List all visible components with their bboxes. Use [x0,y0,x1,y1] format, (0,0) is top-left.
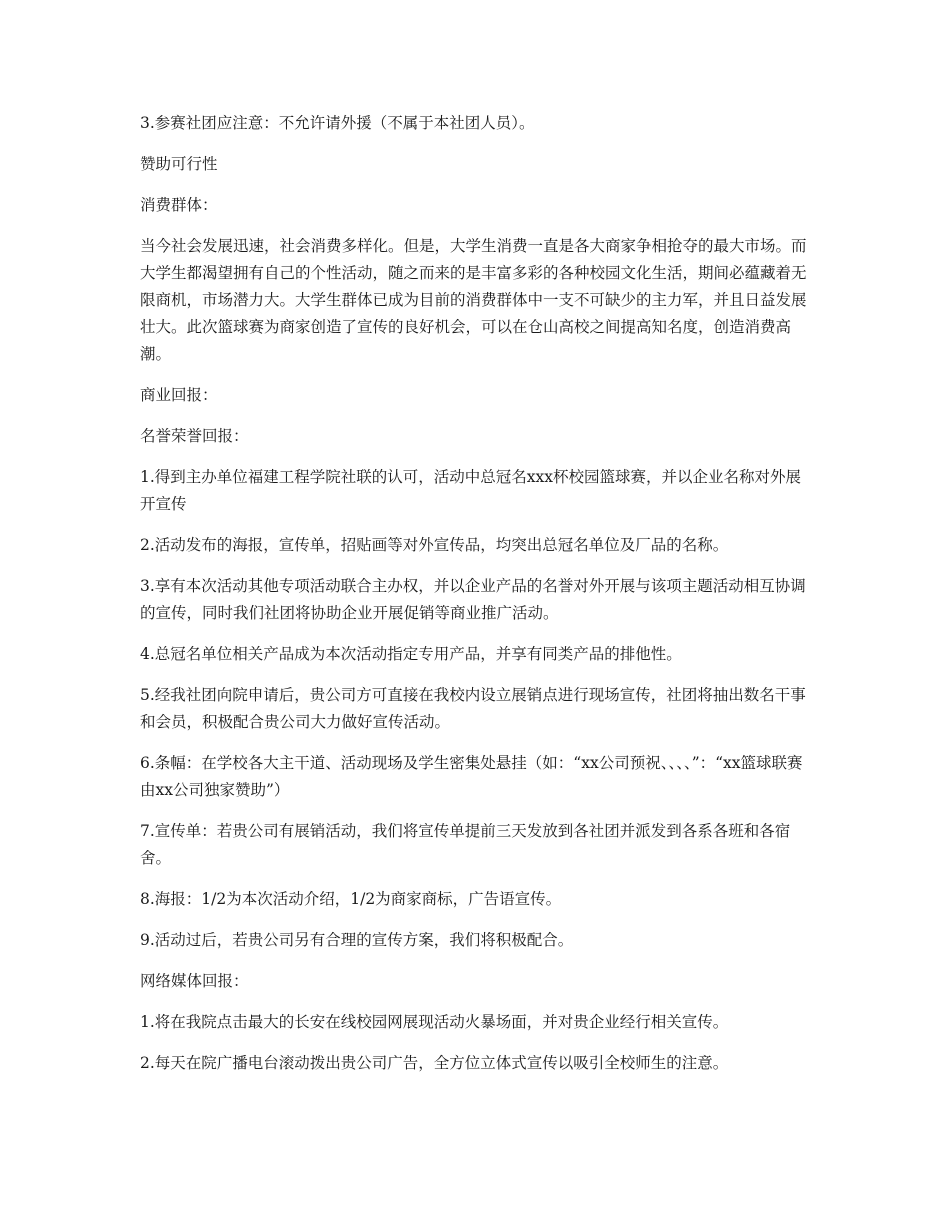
subheading-consumer-group: 消费群体： [140,196,218,214]
reputation-item-8: 8.海报：1/2为本次活动介绍，1/2为商家商标，广告语宣传。 [140,890,562,908]
reputation-item-6: 6.条幅：在学校各大主干道、活动现场及学生密集处悬挂（如：“xx公司预祝、、、、”：“xx篮球联赛由xx公司独家赞助”） [140,754,803,799]
reputation-item-2: 2.活动发布的海报，宣传单，招贴画等对外宣传品，均突出总冠名单位及厂品的名称。 [140,536,729,554]
media-item-1: 1.将在我院点击最大的长安在线校园网展现活动火暴场面，并对贵企业经行相关宣传。 [140,1013,729,1031]
reputation-item-5: 5.经我社团向院申请后，贵公司方可直接在我校内设立展销点进行现场宣传，社团将抽出数名干事和会员，积极配合贵公司大力做好宣传活动。 [140,686,806,731]
section-heading-sponsorship-feasibility: 赞助可行性 [140,155,218,173]
reputation-item-3: 3.享有本次活动其他专项活动联合主办权，并以企业产品的名誉对外开展与该项主题活动相互协调的宣传，同时我们社团将协助企业开展促销等商业推广活动。 [140,577,806,622]
media-item-2: 2.每天在院广播电台滚动拨出贵公司广告，全方位立体式宣传以吸引全校师生的注意。 [140,1054,729,1072]
subheading-online-media-returns: 网络媒体回报： [140,972,249,990]
consumer-group-paragraph: 当今社会发展迅速，社会消费多样化。但是，大学生消费一直是各大商家争相抢夺的最大市场。而大学生都渴望拥有自己的个性活动，随之而来的是丰富多彩的各种校园文化生活，期间必蕴藏着无限商机，市场潜力大。大学生群体已成为目前的消费群体中一支不可缺少的主力军，并且日益发展壮大。此次篮球赛为商家创造了宣传的良好机会，可以在仓山高校之间提高知名度，创造消费高潮。 [140,237,807,363]
rule-item-3: 3.参赛社团应注意：不允许请外援（不属于本社团人员）。 [140,114,535,132]
reputation-item-1: 1.得到主办单位福建工程学院社联的认可，活动中总冠名xxx杯校园篮球赛，并以企业名称对外展开宣传 [140,468,802,513]
subheading-reputation-returns: 名誉荣誉回报： [140,427,249,445]
reputation-item-7: 7.宣传单：若贵公司有展销活动，我们将宣传单提前三天发放到各社团并派发到各系各班和各宿舍。 [140,822,791,867]
reputation-item-9: 9.活动过后，若贵公司另有合理的宣传方案，我们将积极配合。 [140,931,574,949]
document-body [140,110,810,1091]
subheading-business-returns: 商业回报： [140,386,218,404]
reputation-item-4: 4.总冠名单位相关产品成为本次活动指定专用产品，并享有同类产品的排他性。 [140,645,682,663]
